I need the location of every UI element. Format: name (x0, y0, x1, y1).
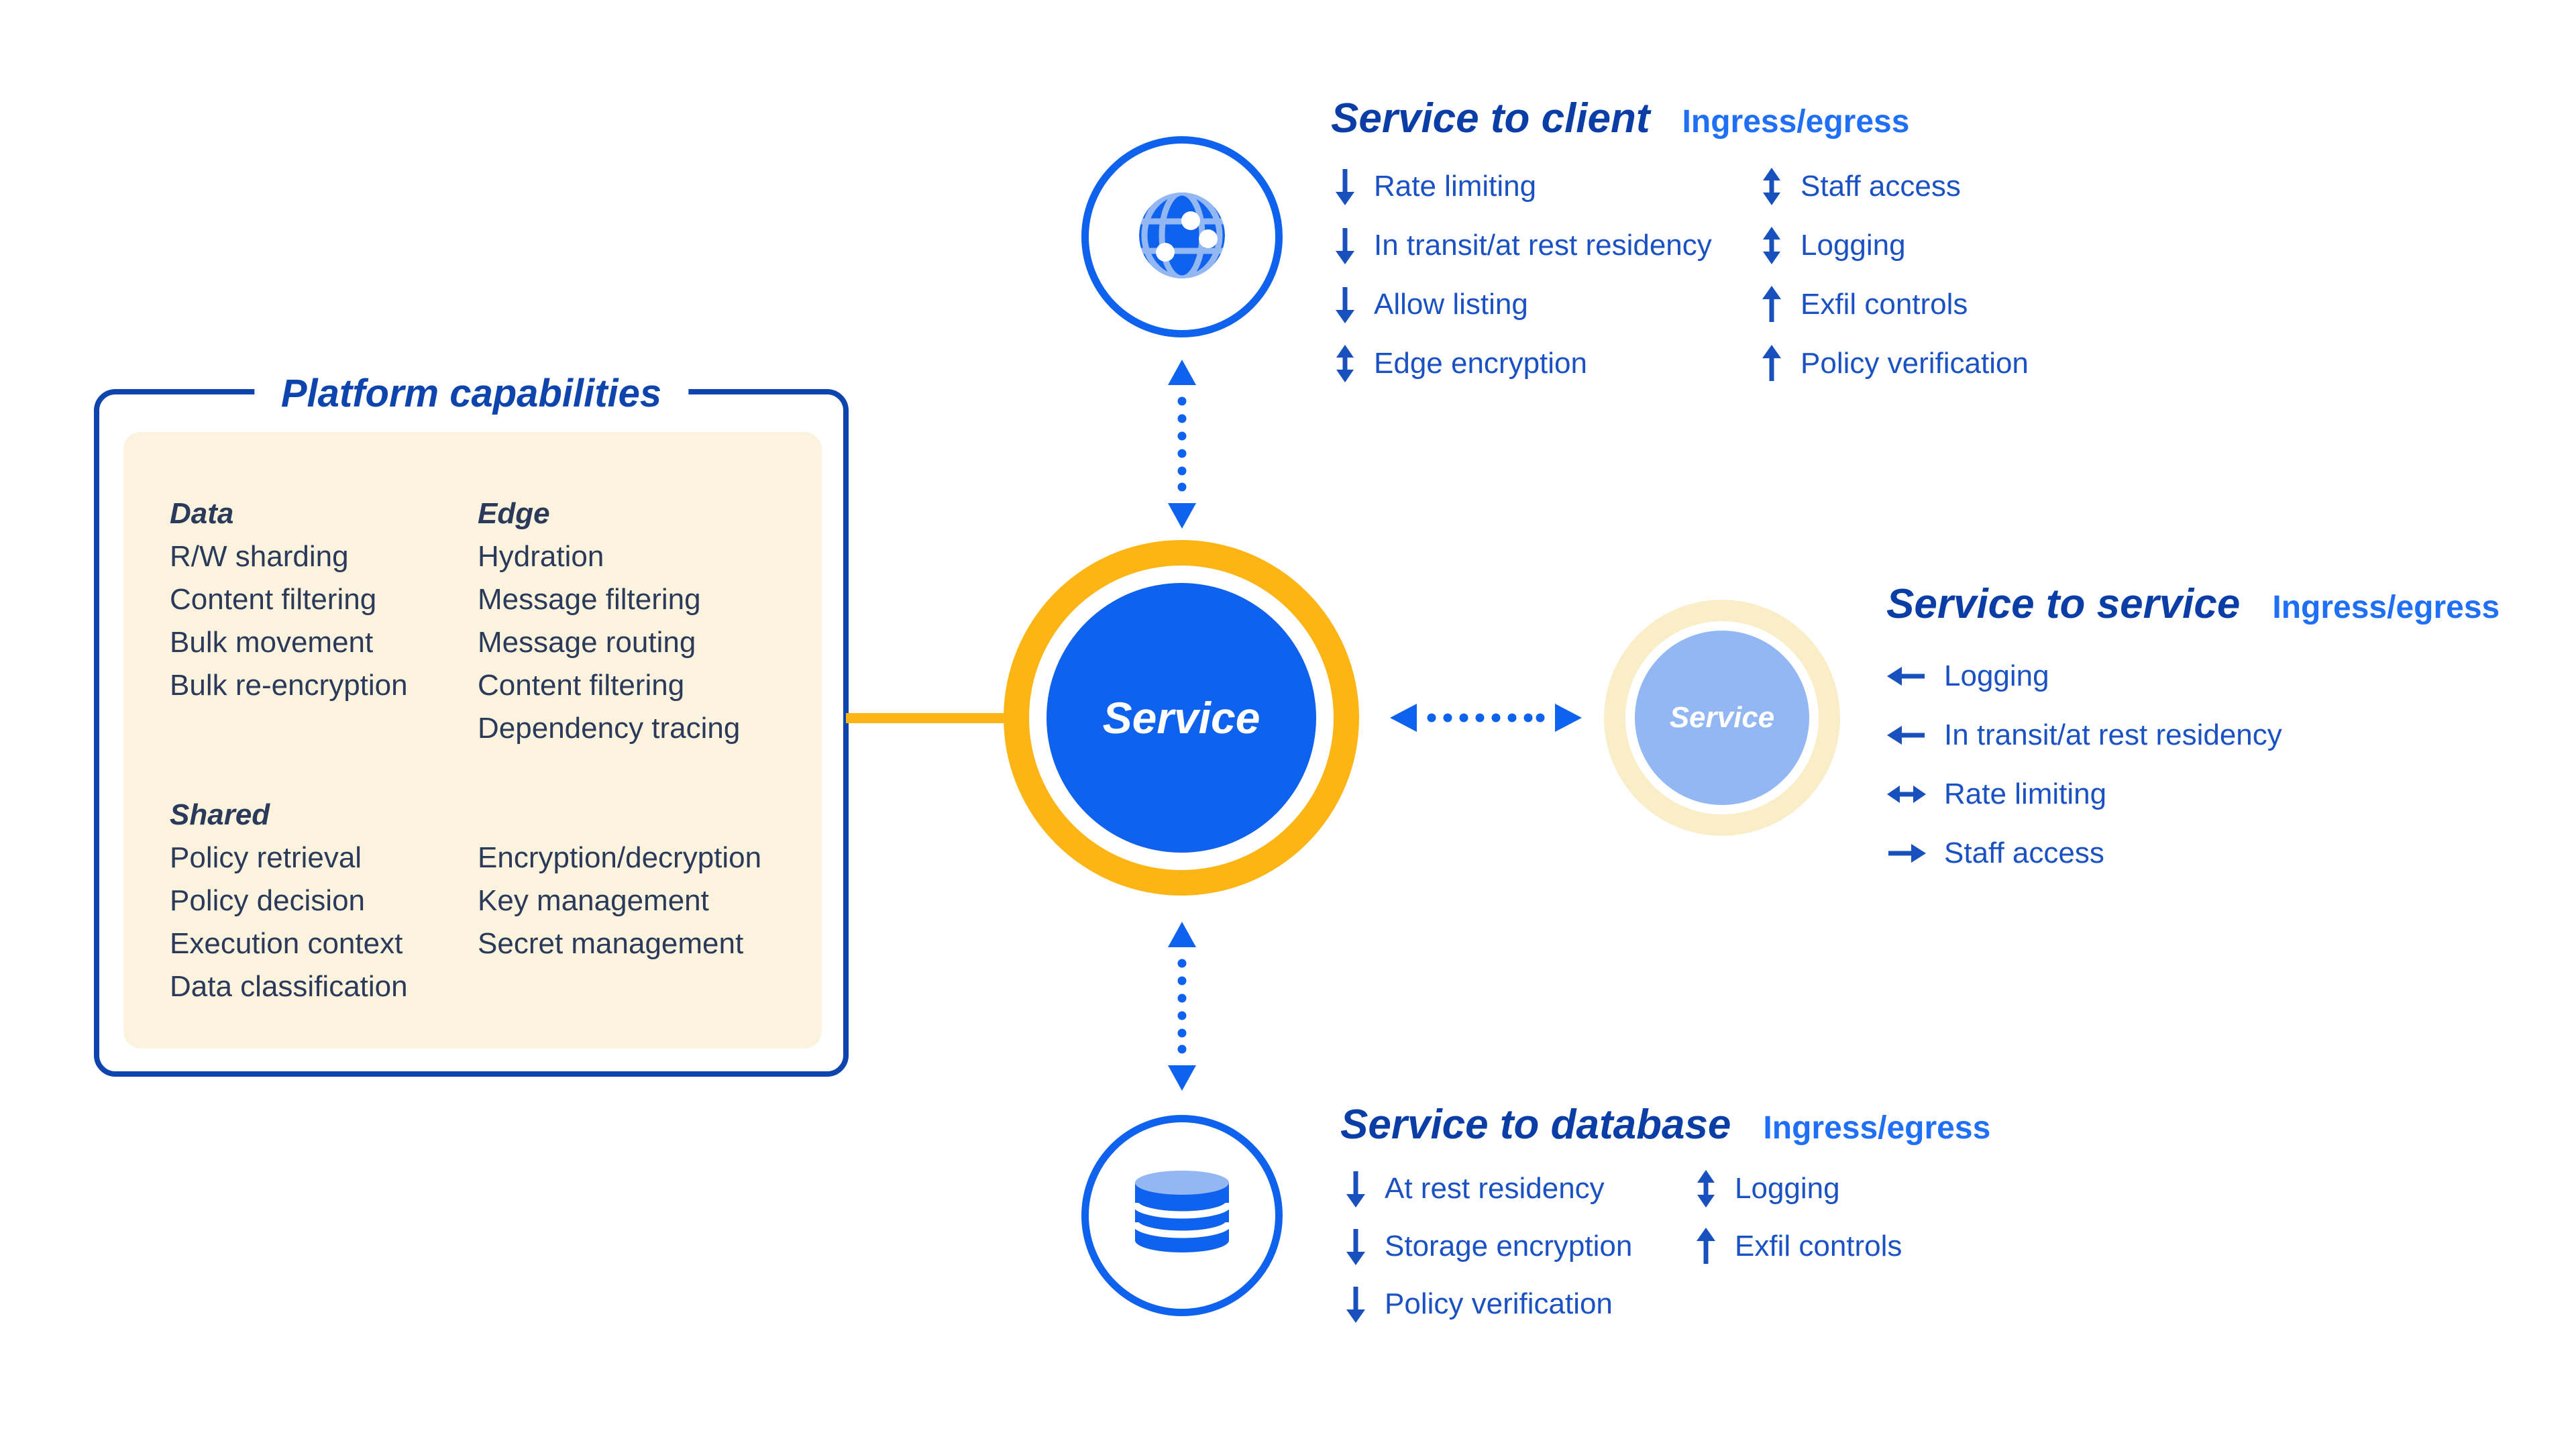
section-title: Service to database (1340, 1102, 1731, 1148)
platform-capabilities-title: Platform capabilities (254, 368, 688, 420)
section-title: Service to service (1886, 581, 2241, 627)
left-arrow-icon (1886, 665, 1927, 688)
dotted-arrow-peer-icon (1389, 700, 1583, 739)
control-label: Policy verification (1385, 1287, 1613, 1320)
capability-item: Data classification (170, 970, 408, 1003)
capability-item: Encryption/decryption (478, 841, 762, 874)
capability-item: Content filtering (170, 583, 377, 616)
capability-item: Message routing (478, 626, 696, 659)
up-arrow-icon (1695, 1227, 1717, 1266)
capability-item: Policy retrieval (170, 841, 362, 874)
control-label: In transit/at rest residency (1374, 229, 1712, 262)
capability-item: Policy decision (170, 884, 366, 917)
control-label: Logging (1944, 659, 2049, 692)
capability-item: Bulk movement (170, 626, 374, 659)
peer-service-label: Service (1669, 701, 1775, 734)
capability-item: Message filtering (478, 583, 701, 616)
control-label: Rate limiting (1374, 170, 1537, 203)
updown-arrow-icon (1334, 344, 1356, 383)
control-label: Allow listing (1374, 288, 1528, 321)
section-service-to-service (1886, 576, 2500, 869)
down-arrow-icon (1334, 285, 1356, 324)
down-arrow-icon (1334, 167, 1356, 206)
control-item (1695, 1160, 1902, 1218)
left-arrow-icon (1886, 724, 1927, 747)
control-item (1760, 275, 2029, 334)
capability-item: Execution context (170, 927, 403, 960)
control-item (1334, 216, 1712, 275)
capability-item: Bulk re-encryption (170, 669, 408, 702)
control-list (1695, 1160, 1902, 1275)
leftright-arrow-icon (1886, 783, 1927, 806)
control-item (1334, 334, 1712, 393)
platform-capabilities-box (94, 372, 849, 1077)
capability-column-edge (478, 492, 740, 750)
capability-item: Secret management (478, 927, 744, 960)
control-item (1695, 1218, 1902, 1275)
control-label: Staff access (1944, 837, 2104, 869)
control-list (1344, 1160, 1632, 1333)
control-list (1334, 157, 1712, 393)
section-header (1886, 576, 2500, 633)
section-title: Service to client (1331, 95, 1650, 142)
capability-column-shared (170, 794, 408, 1008)
globe-icon (1138, 191, 1226, 283)
section-header (1331, 90, 1909, 148)
control-label: Staff access (1801, 170, 1961, 203)
down-arrow-icon (1344, 1285, 1367, 1324)
up-arrow-icon (1760, 344, 1783, 383)
section-subtitle: Ingress/egress (1682, 104, 1910, 140)
client-node (1081, 136, 1283, 337)
capability-item: Hydration (478, 540, 604, 573)
capability-group-header: Data (170, 497, 234, 530)
capability-item: Dependency tracing (478, 712, 741, 745)
peer-service-node (1635, 631, 1809, 805)
capability-group-header: Edge (478, 497, 550, 530)
control-label: Rate limiting (1944, 777, 2107, 810)
right-arrow-icon (1886, 842, 1927, 865)
control-item (1334, 157, 1712, 216)
database-node (1081, 1115, 1283, 1316)
control-item (1760, 157, 2029, 216)
section-header (1340, 1096, 1990, 1154)
control-item (1760, 334, 2029, 393)
control-label: Storage encryption (1385, 1230, 1633, 1263)
control-label: Policy verification (1801, 347, 2029, 380)
control-item (1334, 275, 1712, 334)
control-label: At rest residency (1385, 1172, 1605, 1205)
capability-item: Content filtering (478, 669, 685, 702)
control-item (1344, 1275, 1632, 1333)
down-arrow-icon (1344, 1227, 1367, 1266)
platform-connector-line (846, 713, 1015, 723)
dotted-arrow-client-icon (1165, 358, 1199, 533)
control-label: Logging (1735, 1172, 1840, 1205)
control-label: Logging (1801, 229, 1906, 262)
control-list (1886, 647, 2282, 883)
capability-group-header: Shared (170, 798, 270, 831)
down-arrow-icon (1344, 1169, 1367, 1208)
central-service-node (1046, 583, 1316, 853)
control-item (1760, 216, 2029, 275)
control-item (1886, 765, 2282, 824)
up-arrow-icon (1760, 285, 1783, 324)
control-label: Exfil controls (1735, 1230, 1902, 1263)
database-icon (1132, 1164, 1232, 1268)
updown-arrow-icon (1760, 226, 1783, 265)
control-item (1886, 706, 2282, 765)
capability-item: R/W sharding (170, 540, 349, 573)
updown-arrow-icon (1760, 167, 1783, 206)
capability-item: Key management (478, 884, 709, 917)
section-subtitle: Ingress/egress (2272, 590, 2500, 625)
down-arrow-icon (1334, 226, 1356, 265)
control-label: Edge encryption (1374, 347, 1587, 380)
section-service-to-database (1340, 1096, 1991, 1320)
section-subtitle: Ingress/egress (1763, 1110, 1991, 1146)
control-label: In transit/at rest residency (1944, 718, 2282, 751)
dotted-arrow-database-icon (1165, 920, 1199, 1095)
section-service-to-client (1331, 90, 2029, 380)
control-label: Exfil controls (1801, 288, 1968, 321)
control-item (1886, 647, 2282, 706)
updown-arrow-icon (1695, 1169, 1717, 1208)
control-item (1344, 1218, 1632, 1275)
central-service-label: Service (1102, 693, 1260, 743)
control-item (1886, 824, 2282, 883)
capability-column-shared-right (478, 837, 761, 965)
control-list (1760, 157, 2029, 393)
capability-column-data (170, 492, 408, 707)
control-item (1344, 1160, 1632, 1218)
